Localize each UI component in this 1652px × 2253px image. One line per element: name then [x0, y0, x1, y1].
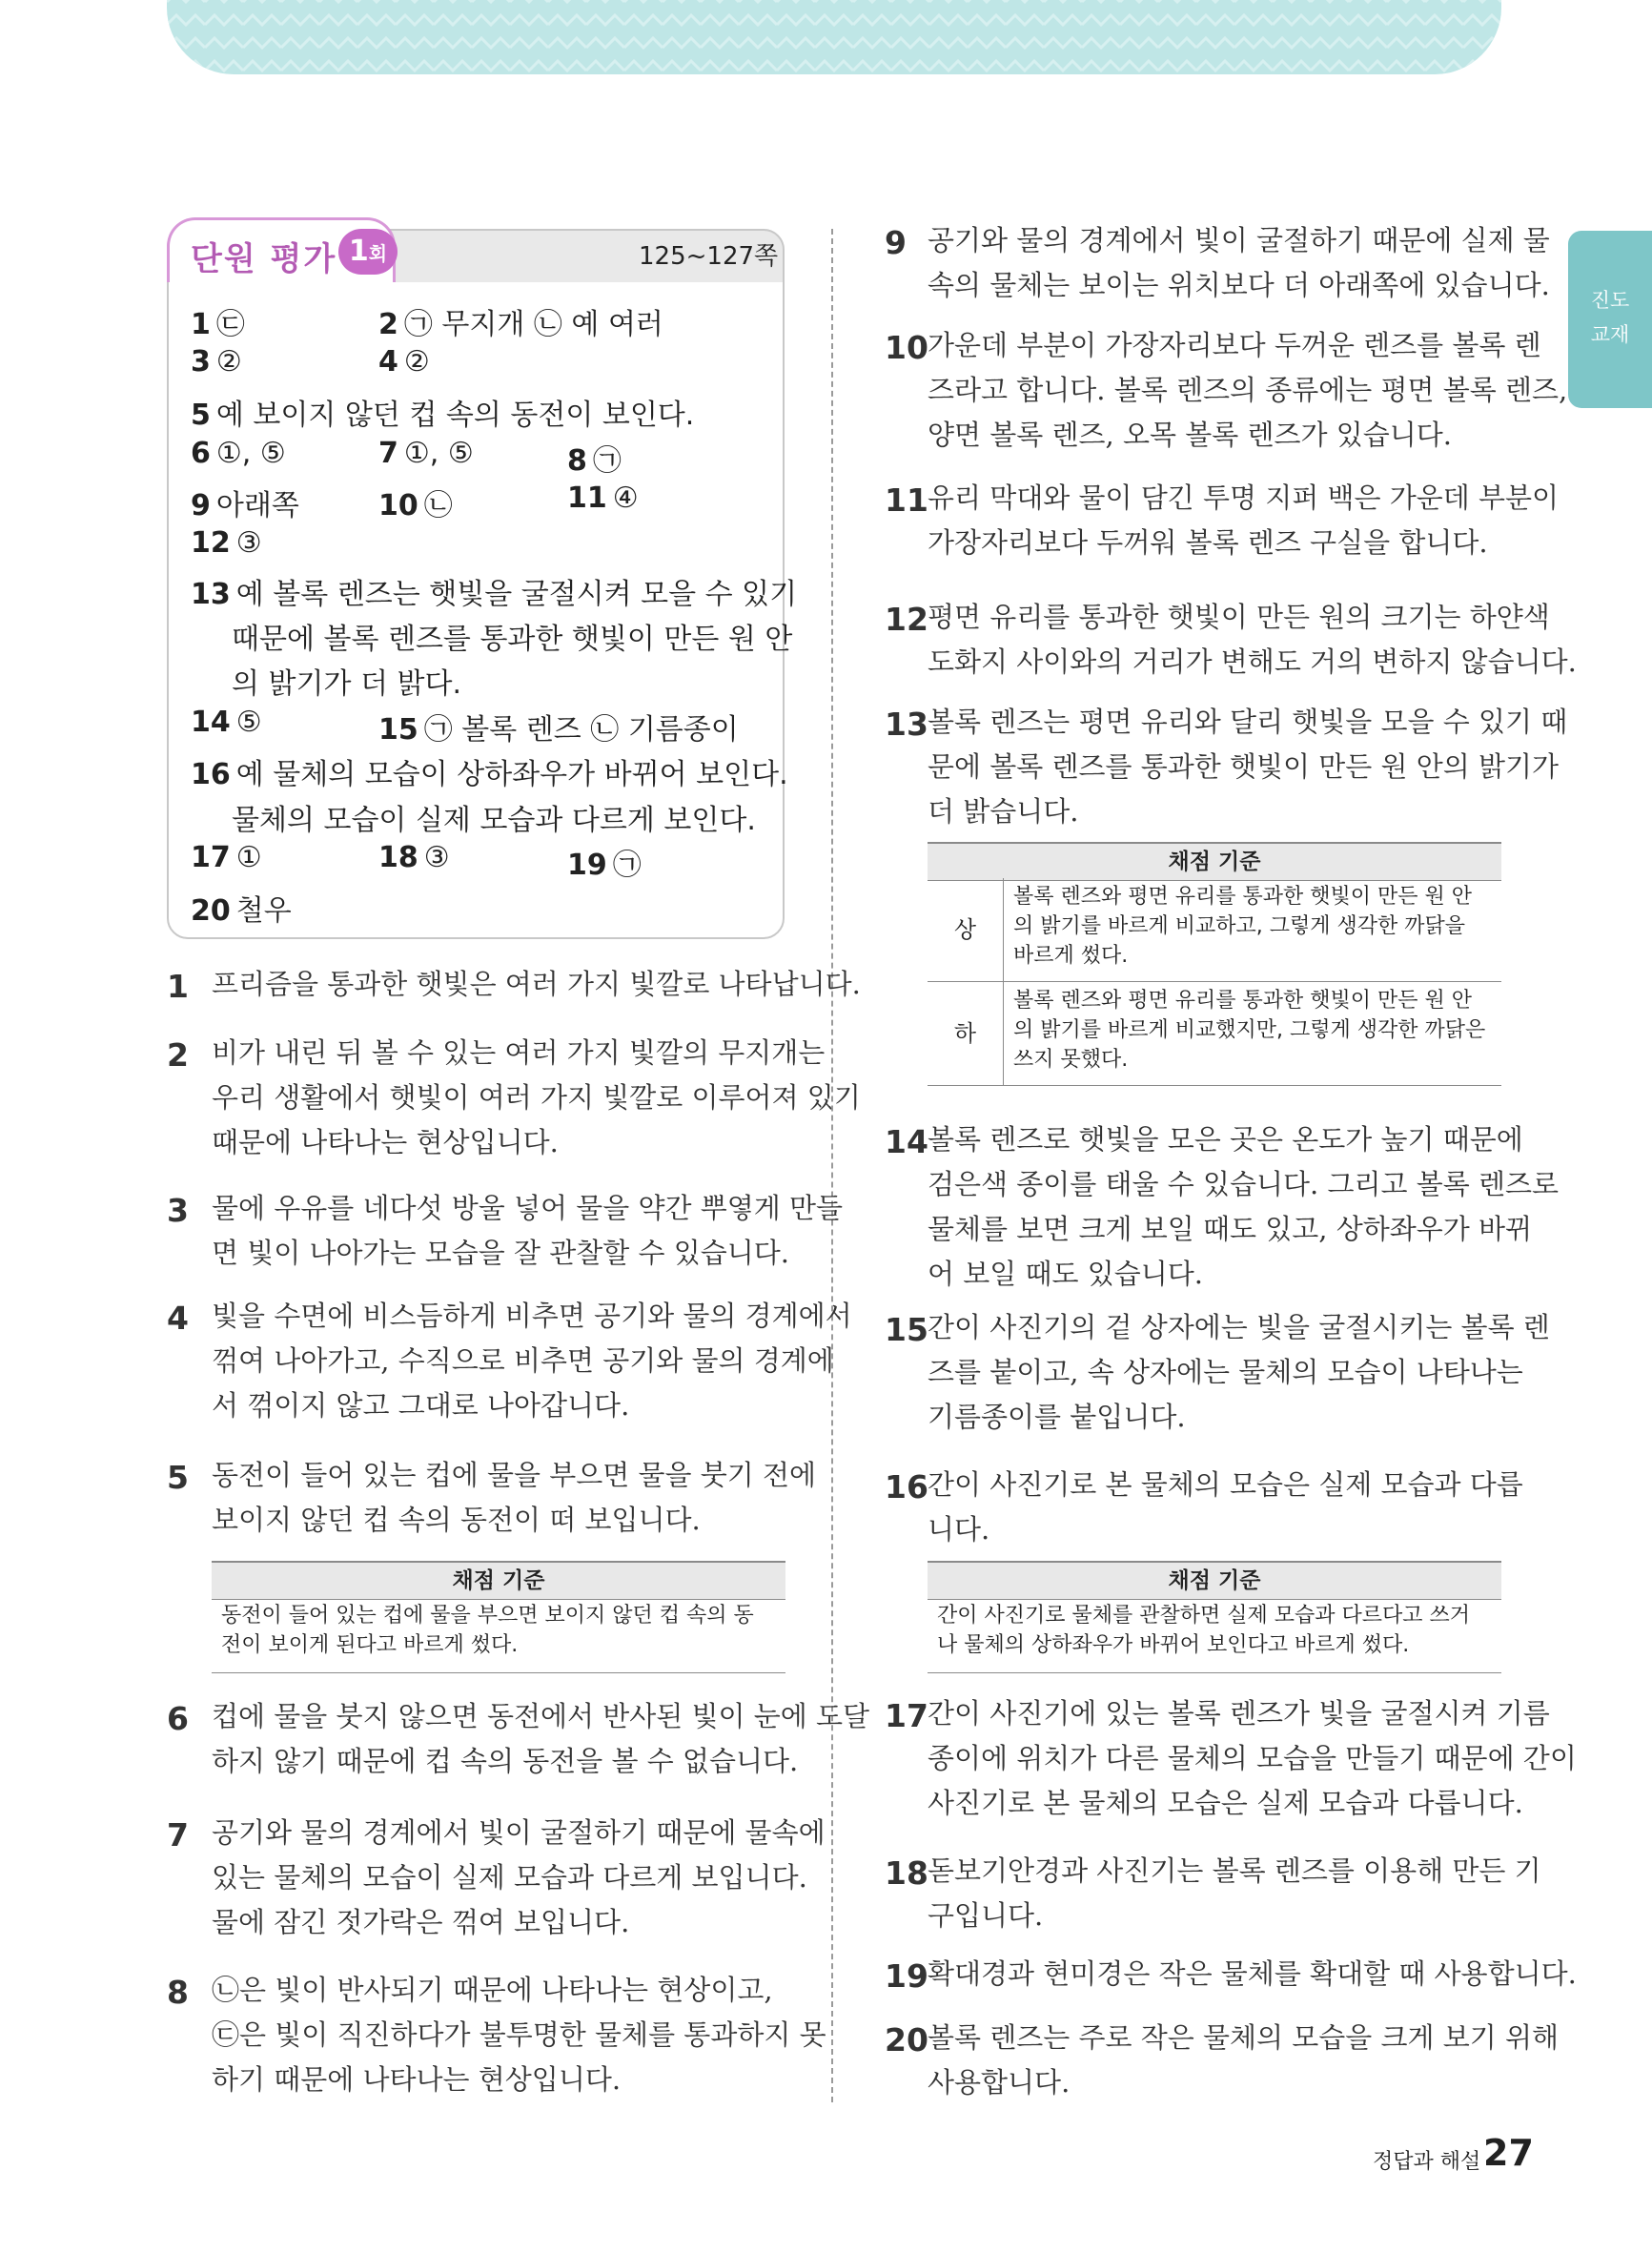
grading-criterion [928, 1597, 1501, 1673]
answer-text: ①, ⑤ [403, 437, 474, 470]
item-text-block [928, 1952, 1577, 1997]
item-line: 어 보일 때도 있습니다. [928, 1258, 1203, 1290]
unit-test-title: 단원 평가 [191, 240, 337, 278]
answer-number: 14 [191, 706, 231, 739]
answer-number: 10 [378, 489, 418, 522]
item-text-block [928, 2016, 1559, 2105]
answer-number: 7 [378, 437, 398, 470]
round-suffix: 회 [368, 242, 388, 265]
answer-number: 1 [191, 308, 211, 341]
answer-text: ② [215, 345, 242, 379]
item-line: ㉢은 빛이 직진하다가 불투명한 물체를 통과하지 못 [212, 2018, 826, 2051]
item-line: 동전이 들어 있는 컵에 물을 부으면 물을 붓기 전에 [212, 1459, 817, 1491]
item-line: 도화지 사이와의 거리가 변해도 거의 변하지 않습니다. [928, 645, 1577, 678]
item-number: 1 [167, 968, 189, 1005]
item-line: 양면 볼록 렌즈, 오목 볼록 렌즈가 있습니다. [928, 419, 1452, 451]
item-line: 더 밝습니다. [928, 795, 1079, 828]
answer-row [191, 526, 262, 560]
answer-row [191, 887, 292, 929]
criterion-line: 바르게 썼다. [1013, 944, 1129, 968]
answer-16-cont: 물체의 모습이 실제 모습과 다르게 보인다. [232, 804, 756, 837]
answer-number: 16 [191, 758, 231, 791]
item-line: 프리즘을 통과한 햇빛은 여러 가지 빛깔로 나타납니다. [212, 968, 861, 1000]
item-line: 구입니다. [928, 1899, 1044, 1932]
item-text-block [928, 595, 1577, 685]
item-line: 컵에 물을 붓지 않으면 동전에서 반사된 빛이 눈에 도달 [212, 1700, 870, 1732]
item-line: 면 빛이 나아가는 모습을 잘 관찰할 수 있습니다. [212, 1237, 790, 1269]
item-line: ㉡은 빛이 반사되기 때문에 나타나는 현상이고, [212, 1974, 773, 2006]
item-line: 서 꺾이지 않고 그대로 나아갑니다. [212, 1389, 630, 1422]
item-text-block [212, 1186, 843, 1276]
grading-header: 채점 기준 [928, 842, 1501, 881]
round-number: 1 [348, 235, 369, 268]
item-line: 비가 내린 뒤 볼 수 있는 여러 가지 빛깔의 무지개는 [212, 1036, 826, 1069]
item-line: 볼록 렌즈로 햇빛을 모은 곳은 온도가 높기 때문에 [928, 1123, 1523, 1156]
grading-criterion [212, 1597, 785, 1673]
item-line: 즈를 붙이고, 속 상자에는 물체의 모습이 나타나는 [928, 1356, 1523, 1388]
item-line: 보이지 않던 컵 속의 동전이 떠 보입니다. [212, 1504, 701, 1536]
criterion-line: 전이 보이게 된다고 바르게 썼다. [221, 1633, 519, 1657]
item-number: 18 [885, 1854, 928, 1892]
side-tab-line2: 교재 [1590, 323, 1630, 346]
item-text-block [928, 1849, 1541, 1938]
answer-row [191, 300, 245, 342]
page-reference: 125~127쪽 [639, 242, 779, 271]
item-text-block [212, 1453, 816, 1543]
item-line: 우리 생활에서 햇빛이 여러 가지 빛깔로 이루어져 있기 [212, 1081, 861, 1114]
item-line: 종이에 위치가 다른 물체의 모습을 만들기 때문에 간이 [928, 1742, 1577, 1774]
grading-criterion [1004, 878, 1501, 982]
answer-number: 2 [378, 308, 398, 341]
answer-number: 5 [191, 399, 211, 432]
answer-row [191, 841, 262, 874]
item-text-block [928, 1691, 1577, 1826]
item-number: 13 [885, 706, 928, 743]
zigzag-pattern [167, 0, 1501, 74]
item-number: 7 [167, 1816, 189, 1854]
item-line: 속의 물체는 보이는 위치보다 더 아래쪽에 있습니다. [928, 269, 1550, 301]
answer-number: 17 [191, 841, 231, 874]
grading-header: 채점 기준 [928, 1561, 1501, 1600]
answer-row [378, 481, 453, 523]
item-line: 간이 사진기로 본 물체의 모습은 실제 모습과 다릅 [928, 1468, 1523, 1501]
item-number: 2 [167, 1036, 189, 1074]
answer-text: 예 볼록 렌즈는 햇빛을 굴절시켜 모을 수 있기 [235, 578, 798, 611]
answer-text: ㉡ [423, 489, 453, 522]
page-number: 27 [1483, 2132, 1534, 2174]
side-tab-line1: 진도 [1590, 289, 1630, 312]
item-text-block [212, 1031, 861, 1165]
answer-text: 아래쪽 [215, 489, 299, 522]
item-line: 즈라고 합니다. 볼록 렌즈의 종류에는 평면 볼록 렌즈, [928, 374, 1568, 406]
item-number: 16 [885, 1468, 928, 1505]
item-line: 사용합니다. [928, 2066, 1071, 2099]
answer-13-cont-1: 때문에 볼록 렌즈를 통과한 햇빛이 만든 원 안 [232, 623, 793, 656]
answer-number: 9 [191, 489, 211, 522]
item-text-block [212, 1294, 852, 1428]
item-line: 하기 때문에 나타나는 현상입니다. [212, 2063, 622, 2096]
answer-number: 18 [378, 841, 418, 874]
answer-row [191, 345, 242, 379]
item-line: 간이 사진기의 겉 상자에는 빛을 굴절시키는 볼록 렌 [928, 1311, 1550, 1343]
item-line: 검은색 종이를 태울 수 있습니다. 그리고 볼록 렌즈로 [928, 1168, 1560, 1200]
answer-text: ④ [612, 481, 639, 515]
item-number: 6 [167, 1700, 189, 1737]
item-number: 14 [885, 1123, 928, 1160]
item-number: 5 [167, 1459, 189, 1496]
answer-row [191, 437, 286, 470]
answer-number: 8 [567, 444, 587, 478]
answer-row [191, 570, 797, 612]
item-number: 19 [885, 1957, 928, 1995]
answer-text: 철우 [235, 894, 292, 928]
answer-number: 19 [567, 849, 607, 882]
criterion-line: 동전이 들어 있는 컵에 물을 부으면 보이지 않던 컵 속의 동 [221, 1604, 754, 1628]
column-divider [831, 229, 833, 2102]
answer-text: ㉠ [612, 849, 642, 882]
item-line: 물에 잠긴 젓가락은 꺾여 보입니다. [212, 1906, 630, 1938]
item-line: 물에 우유를 네다섯 방울 넣어 물을 약간 뿌옇게 만들 [212, 1192, 844, 1224]
answer-row [191, 481, 299, 523]
answer-row [378, 841, 450, 874]
item-text-block [928, 323, 1567, 458]
item-line: 가장자리보다 두꺼워 볼록 렌즈 구실을 합니다. [928, 526, 1488, 559]
answer-number: 3 [191, 345, 211, 379]
item-line: 기름종이를 붙입니다. [928, 1401, 1186, 1433]
item-text-block [212, 962, 861, 1007]
grading-header: 채점 기준 [212, 1561, 785, 1600]
answer-text: ①, ⑤ [215, 437, 286, 470]
item-line: 공기와 물의 경계에서 빛이 굴절하기 때문에 실제 물 [928, 224, 1550, 256]
answer-number: 15 [378, 713, 418, 747]
answer-row [191, 706, 262, 739]
item-line: 볼록 렌즈는 평면 유리와 달리 햇빛을 모을 수 있기 때 [928, 706, 1568, 738]
answer-number: 11 [567, 481, 607, 515]
item-number: 4 [167, 1300, 189, 1337]
answer-row [567, 481, 639, 515]
item-line: 확대경과 현미경은 작은 물체를 확대할 때 사용합니다. [928, 1957, 1577, 1990]
answer-number: 4 [378, 345, 398, 379]
item-line: 평면 유리를 통과한 햇빛이 만든 원의 크기는 하얀색 [928, 601, 1550, 633]
item-text-block [212, 1811, 826, 1945]
item-number: 12 [885, 601, 928, 638]
item-number: 15 [885, 1311, 928, 1348]
criterion-line: 나 물체의 상하좌우가 바뀌어 보인다고 바르게 썼다. [937, 1633, 1410, 1657]
item-line: 니다. [928, 1513, 990, 1546]
answer-number: 6 [191, 437, 211, 470]
answer-number: 20 [191, 894, 231, 928]
item-text-block [928, 1463, 1523, 1552]
item-line: 공기와 물의 경계에서 빛이 굴절하기 때문에 물속에 [212, 1816, 826, 1849]
side-tab-progress-textbook[interactable] [1568, 231, 1652, 408]
round-badge [338, 229, 398, 275]
criterion-line: 쓰지 못했다. [1013, 1048, 1129, 1072]
grading-level: 상 [928, 878, 1004, 982]
item-text-block [212, 1694, 869, 1784]
item-number: 10 [885, 329, 928, 366]
item-text-block [928, 1305, 1550, 1440]
answer-text: ⑤ [235, 706, 262, 739]
item-line: 있는 물체의 모습이 실제 모습과 다르게 보입니다. [212, 1861, 807, 1894]
item-line: 빛을 수면에 비스듬하게 비추면 공기와 물의 경계에서 [212, 1300, 852, 1332]
item-number: 8 [167, 1974, 189, 2011]
item-text-block [928, 700, 1567, 834]
top-banner [167, 0, 1501, 74]
answer-text: ㉠ 볼록 렌즈 ㉡ 기름종이 [423, 713, 739, 747]
footer-label: 정답과 해설 [1373, 2150, 1481, 2174]
item-number: 20 [885, 2021, 928, 2058]
item-text-block [928, 218, 1550, 308]
answer-text: 예 보이지 않던 컵 속의 동전이 보인다. [215, 399, 695, 432]
item-text-block [928, 1117, 1559, 1297]
item-text-block [928, 476, 1559, 565]
item-line: 유리 막대와 물이 담긴 투명 지퍼 백은 가운데 부분이 [928, 481, 1560, 514]
item-line: 꺾여 나아가고, 수직으로 비추면 공기와 물의 경계에 [212, 1344, 834, 1377]
answer-row [567, 841, 642, 883]
answer-row [191, 750, 788, 792]
answer-text: ㉠ [592, 444, 622, 478]
answer-row [191, 391, 694, 433]
item-text-block [212, 1968, 826, 2102]
answer-text: ② [403, 345, 430, 379]
answer-text: 예 물체의 모습이 상하좌우가 바뀌어 보인다. [235, 758, 788, 791]
answer-number: 13 [191, 578, 231, 611]
item-line: 간이 사진기에 있는 볼록 렌즈가 빛을 굴절시켜 기름 [928, 1697, 1550, 1730]
item-line: 사진기로 본 물체의 모습은 실제 모습과 다릅니다. [928, 1787, 1523, 1819]
answer-row [567, 437, 622, 479]
criterion-line: 의 밝기를 바르게 비교했지만, 그렇게 생각한 까닭은 [1013, 1018, 1486, 1042]
criterion-line: 의 밝기를 바르게 비교하고, 그렇게 생각한 까닭을 [1013, 914, 1465, 938]
answer-text: ③ [235, 526, 262, 560]
item-line: 문에 볼록 렌즈를 통과한 햇빛이 만든 원 안의 밝기가 [928, 750, 1560, 783]
answer-row [378, 345, 430, 379]
grading-criterion [1004, 982, 1501, 1086]
item-line: 때문에 나타나는 현상입니다. [212, 1126, 559, 1158]
item-line: 가운데 부분이 가장자리보다 두꺼운 렌즈를 볼록 렌 [928, 329, 1541, 361]
answer-text: ㉠ 무지개 ㉡ 예 여러 [403, 308, 663, 341]
answer-row [378, 300, 663, 342]
answer-text: ③ [423, 841, 450, 874]
answer-row [378, 437, 474, 470]
item-number: 9 [885, 224, 907, 261]
answer-text: ① [235, 841, 262, 874]
item-number: 11 [885, 481, 928, 519]
criterion-line: 볼록 렌즈와 평면 유리를 통과한 햇빛이 만든 원 안 [1013, 885, 1472, 909]
item-number: 17 [885, 1697, 928, 1734]
answer-13-cont-2: 의 밝기가 더 밝다. [232, 667, 462, 701]
item-number: 3 [167, 1192, 189, 1229]
criterion-line: 간이 사진기로 물체를 관찰하면 실제 모습과 다르다고 쓰거 [937, 1604, 1471, 1628]
grading-level: 하 [928, 982, 1004, 1086]
item-line: 돋보기안경과 사진기는 볼록 렌즈를 이용해 만든 기 [928, 1854, 1541, 1887]
item-line: 볼록 렌즈는 주로 작은 물체의 모습을 크게 보기 위해 [928, 2021, 1560, 2054]
criterion-line: 볼록 렌즈와 평면 유리를 통과한 햇빛이 만든 원 안 [1013, 989, 1472, 1013]
answer-row [378, 706, 739, 748]
answer-number: 12 [191, 526, 231, 560]
answer-text: ㉢ [215, 308, 245, 341]
item-line: 하지 않기 때문에 컵 속의 동전을 볼 수 없습니다. [212, 1745, 799, 1777]
item-line: 물체를 보면 크게 보일 때도 있고, 상하좌우가 바뀌 [928, 1213, 1533, 1245]
